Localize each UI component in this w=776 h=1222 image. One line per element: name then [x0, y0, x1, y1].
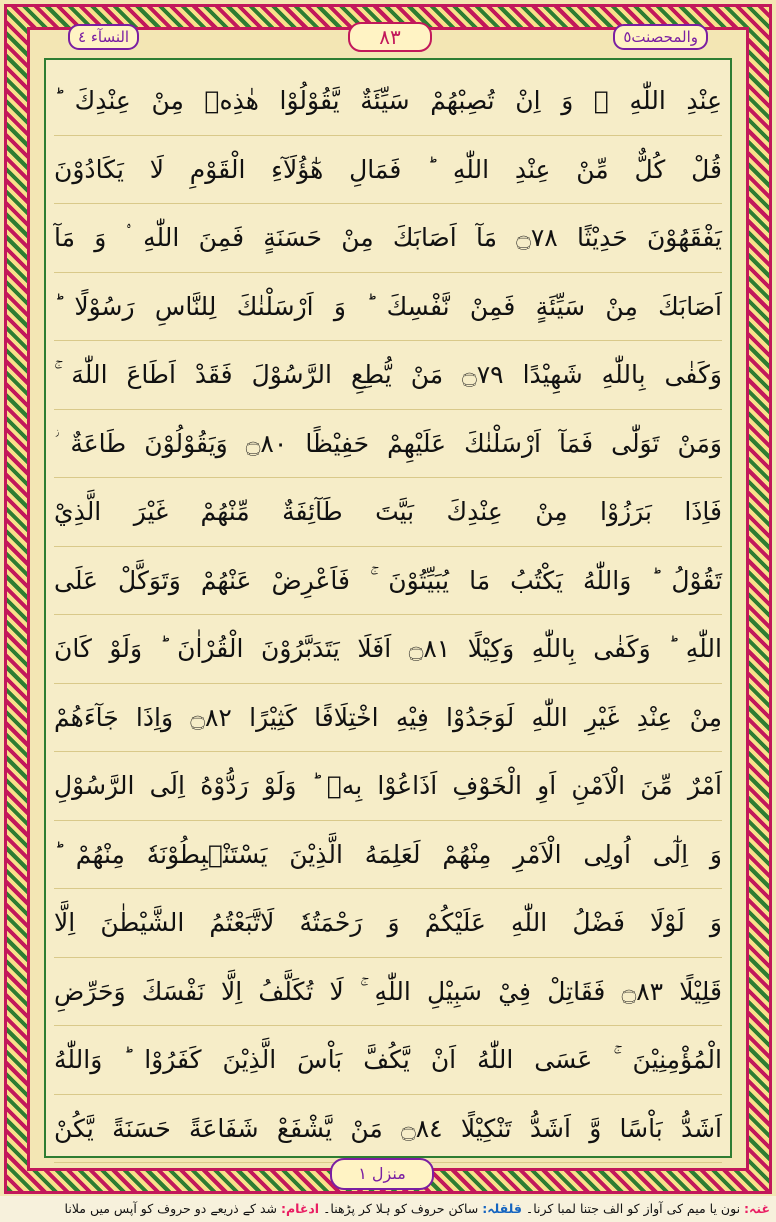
verse-text-area	[44, 58, 732, 1158]
text-line: اَمْرٌ مِّنَ الْاَمْنِ اَوِ الْخَوْفِ اَذَاعُوْا بِهٖ ؕ وَلَوْ رَدُّوْهُ اِلَى الرَّسُوْلِ	[54, 753, 722, 821]
page-header	[28, 22, 748, 52]
text-line: الْمُؤْمِنِيْنَ ۚ عَسَى اللّٰهُ اَنْ يَّكُفَّ بَاْسَ الَّذِيْنَ كَفَرُوْا ؕ وَاللّٰهُ	[54, 1027, 722, 1095]
tajweed-legend	[0, 1196, 776, 1222]
surah-name-label: النسآء ٤	[68, 24, 139, 50]
text-line: اَصَابَكَ مِنْ سَيِّئَةٍ فَمِنْ نَّفْسِكَ ؕ وَ اَرْسَلْنٰكَ لِلنَّاسِ رَسُوْلًا ؕ	[54, 274, 722, 342]
text-line: يَفْقَهُوْنَ حَدِيْثًا ۝٧٨ مَآ اَصَابَكَ مِنْ حَسَنَةٍ فَمِنَ اللّٰهِ ۟ وَ مَآ	[54, 205, 722, 273]
para-name-label: والمحصنت٥	[613, 24, 708, 50]
text-line: فَاِذَا بَرَزُوْا مِنْ عِنْدِكَ بَيَّتَ طَآئِفَةٌ مِّنْهُمْ غَيْرَ الَّذِيْ	[54, 479, 722, 547]
text-line: قَلِيْلًا ۝٨٣ فَقَاتِلْ فِيْ سَبِيْلِ اللّٰهِ ۚ لَا تُكَلَّفُ اِلَّا نَفْسَكَ وَحَرِّضِ	[54, 959, 722, 1027]
text-line: مِنْ عِنْدِ غَيْرِ اللّٰهِ لَوَجَدُوْا فِيْهِ اخْتِلَافًا كَثِيْرًا ۝٨٢ وَاِذَا جَآءَهُمْ	[54, 685, 722, 753]
text-line: وَمَنْ تَوَلّٰى فَمَآ اَرْسَلْنٰكَ عَلَيْهِمْ حَفِيْظًا ۝٨٠ وَيَقُوْلُوْنَ طَاعَةٌ ؗ	[54, 411, 722, 479]
text-line: وَ اِلٰٓى اُولِى الْاَمْرِ مِنْهُمْ لَعَلِمَهُ الَّذِيْنَ يَسْتَنْۢبِطُوْنَهٗ مِنْهُمْ ؕ	[54, 822, 722, 890]
page-number: ٨٣	[348, 22, 432, 52]
text-line: قُلْ كُلٌّ مِّنْ عِنْدِ اللّٰهِ ؕ فَمَالِ هٰٓؤُلَآءِ الْقَوْمِ لَا يَكَادُوْنَ	[54, 137, 722, 205]
text-line: تَقُوْلُ ؕ وَاللّٰهُ يَكْتُبُ مَا يُبَيِّتُوْنَ ۚ فَاَعْرِضْ عَنْهُمْ وَتَوَكَّلْ عَلَى	[54, 548, 722, 616]
text-line: وَ لَوْلَا فَضْلُ اللّٰهِ عَلَيْكُمْ وَ رَحْمَتُهٗ لَاتَّبَعْتُمُ الشَّيْطٰنَ اِلَّا	[54, 890, 722, 958]
text-line: اَشَدُّ بَاْسًا وَّ اَشَدُّ تَنْكِيْلًا ۝٨٤ مَنْ يَّشْفَعْ شَفَاعَةً حَسَنَةً يَّكُنْ	[54, 1096, 722, 1164]
text-line: وَكَفٰى بِاللّٰهِ شَهِيْدًا ۝٧٩ مَنْ يُّطِعِ الرَّسُوْلَ فَقَدْ اَطَاعَ اللّٰهَ ۚ	[54, 342, 722, 410]
legend-idgham-desc: شد کے ذریعے دو حروف کو آپس میں ملانا	[64, 1201, 278, 1216]
legend-idgham-term: ادغام:	[281, 1201, 320, 1216]
text-line: عِنْدِ اللّٰهِ ۚ وَ اِنْ تُصِبْهُمْ سَيِّئَةٌ يَّقُوْلُوْا هٰذِهٖ مِنْ عِنْدِكَ ؕ	[54, 68, 722, 136]
manzil-label: منزل ١	[330, 1158, 434, 1190]
text-line: اللّٰهِ ؕ وَكَفٰى بِاللّٰهِ وَكِيْلًا ۝٨١ اَفَلَا يَتَدَبَّرُوْنَ الْقُرْاٰنَ ؕ وَلَوْ كَانَ	[54, 616, 722, 684]
legend-qalqala-term: قلقلہ:	[482, 1201, 522, 1216]
legend-qalqala-desc: ساکن حروف کو ہلا کر پڑھنا۔	[323, 1201, 479, 1216]
legend-ghunna-term: غنہ:	[744, 1201, 770, 1216]
legend-ghunna-desc: نون یا میم کی آواز کو الف جتنا لمبا کرنا۔	[525, 1201, 741, 1216]
